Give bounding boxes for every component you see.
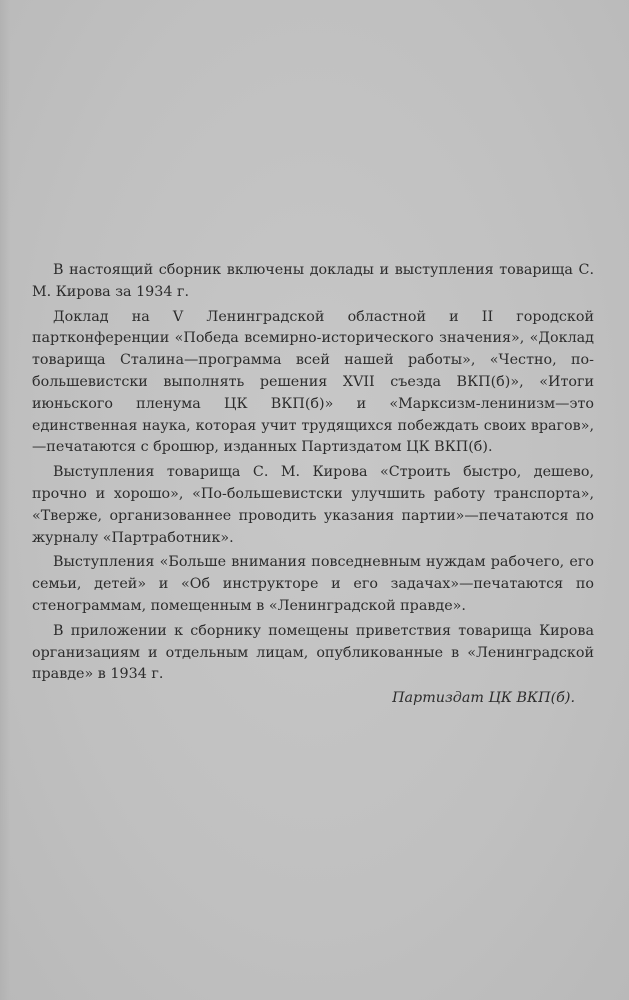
paragraph-3: Выступления товарища С. М. Кирова «Строить быстро, дешево, прочно и хорошо», «По-большевистски улучшить работу транспорта», «Тверже, организованнее проводить указания партии»—печатаются по журналу «Партработник». bbox=[32, 464, 594, 546]
publisher-signature: Партиздат ЦК ВКП(б). bbox=[392, 690, 575, 706]
paragraph-2: Доклад на V Ленинградской областной и II городской партконференции «Победа всемирно-исторического значения», «Доклад товарища Сталина—программа всей нашей работы», «Честно, по-большевистски выполнять решения XVII съезда ВКП(б)», «Итоги июньского пленума ЦК ВКП(б)» и «Марксизм-ленинизм—это единственная наука, которая учит трудящихся побеждать своих врагов»,—печатаются с брошюр, изданных Партиздатом ЦК ВКП(б). bbox=[32, 308, 594, 456]
paragraph-4: Выступления «Больше внимания повседневным нуждам рабочего, его семьи, детей» и «Об инструкторе и его задачах»—печатаются по стенограммам, помещенным в «Ленинградской правде». bbox=[32, 554, 594, 614]
editorial-note bbox=[32, 260, 594, 689]
page-gutter-shadow bbox=[0, 0, 10, 1000]
paragraph-1: В настоящий сборник включены доклады и выступления товарища С. М. Кирова за 1934 г. bbox=[32, 262, 594, 300]
paragraph-5: В приложении к сборнику помещены приветствия товарища Кирова организациям и отдельным лицам, опубликованные в «Ленинградской правде» в 1934 г. bbox=[32, 622, 594, 683]
